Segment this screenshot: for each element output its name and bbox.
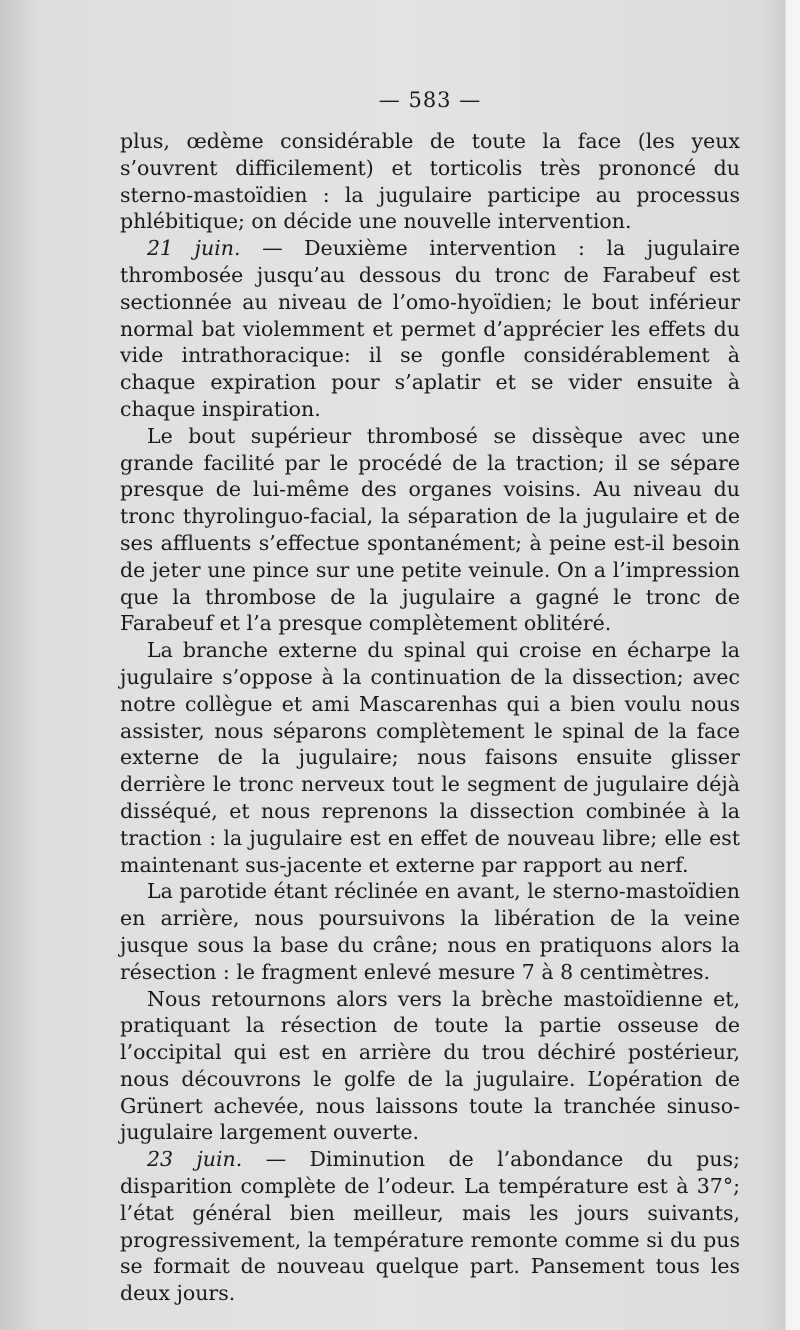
- date-label: 21 juin.: [147, 236, 241, 261]
- page-number: — 583 —: [378, 88, 482, 112]
- paragraph-text: La parotide étant réclinée en avant, le sterno-mastoïdien en arrière, nous poursuivons la libération de la veine jusque sous la base du crâne; nous en pratiquons alors la résection : le fragment enlevé mesure 7 à 8 centimètres.: [120, 879, 740, 984]
- paragraph-text: Le bout supérieur thrombosé se dissèque avec une grande facilité par le procédé de la traction; il se sépare presque de lui-même des organes voisins. Au niveau du tronc thyrolinguo-facial, la séparation de la jugulaire et de ses affluents s’effectue spontanément; à peine est-il besoin de jeter une pince sur une petite veinule. On a l’impression que la thrombose de la jugulaire a gagné le tronc de Farabeuf et l’a presque complètement oblitéré.: [120, 423, 740, 636]
- paragraph-text: La branche externe du spinal qui croise en écharpe la jugulaire s’oppose à la continuation de la dissection; avec notre collègue et ami Mascarenhas qui a bien voulu nous assister, nous séparons complètement le spinal de la face externe de la jugulaire; nous faisons ensuite glisser derrière le tronc nerveux tout le segment de jugulaire déjà disséqué, et nous reprenons la dissection combinée à la traction : la jugulaire est en effet de nouveau libre; elle est maintenant sus-jacente et externe par rapport au nerf.: [120, 638, 740, 877]
- paragraph-text: plus, œdème considérable de toute la face (les yeux s’ouvrent difficilement) et torticolis très prononcé du sterno-mastoïdien : la jugulaire participe au processus phlébitique; on décide une nouvelle intervention.: [120, 129, 740, 234]
- body-text: [120, 128, 740, 1307]
- paragraph-6: [120, 986, 740, 1147]
- paragraph-7: [120, 1146, 740, 1307]
- paragraph-4: [120, 637, 740, 878]
- paragraph-3: [120, 423, 740, 637]
- date-label: 23 juin.: [147, 1147, 243, 1172]
- paragraph-2: [120, 235, 740, 423]
- paragraph-1: [120, 128, 740, 235]
- paragraph-text: — Deuxième intervention : la jugulaire thrombosée jusqu’au dessous du tronc de Farabeuf est sectionnée au niveau de l’omo-hyoïdien; le bout inférieur normal bat violemment et permet d’apprécier les effets du vide intrathoracique: il se gonfle considérablement à chaque expiration pour s’aplatir et se vider ensuite à chaque inspiration.: [120, 236, 740, 421]
- paragraph-text: — Diminution de l’abondance du pus; disparition complète de l’odeur. La température est à 37°; l’état général bien meilleur, mais les jours suivants, progressivement, la température remonte comme si du pus se formait de nouveau quelque part. Pansement tous les deux jours.: [120, 1147, 740, 1306]
- paragraph-5: [120, 878, 740, 985]
- paragraph-text: Nous retournons alors vers la brèche mastoïdienne et, pratiquant la résection de toute la partie osseuse de l’occipital qui est en arrière du trou déchiré postérieur, nous découvrons le golfe de la jugulaire. L’opération de Grünert achevée, nous laissons toute la tranchée sinuso-jugulaire largement ouverte.: [120, 986, 740, 1145]
